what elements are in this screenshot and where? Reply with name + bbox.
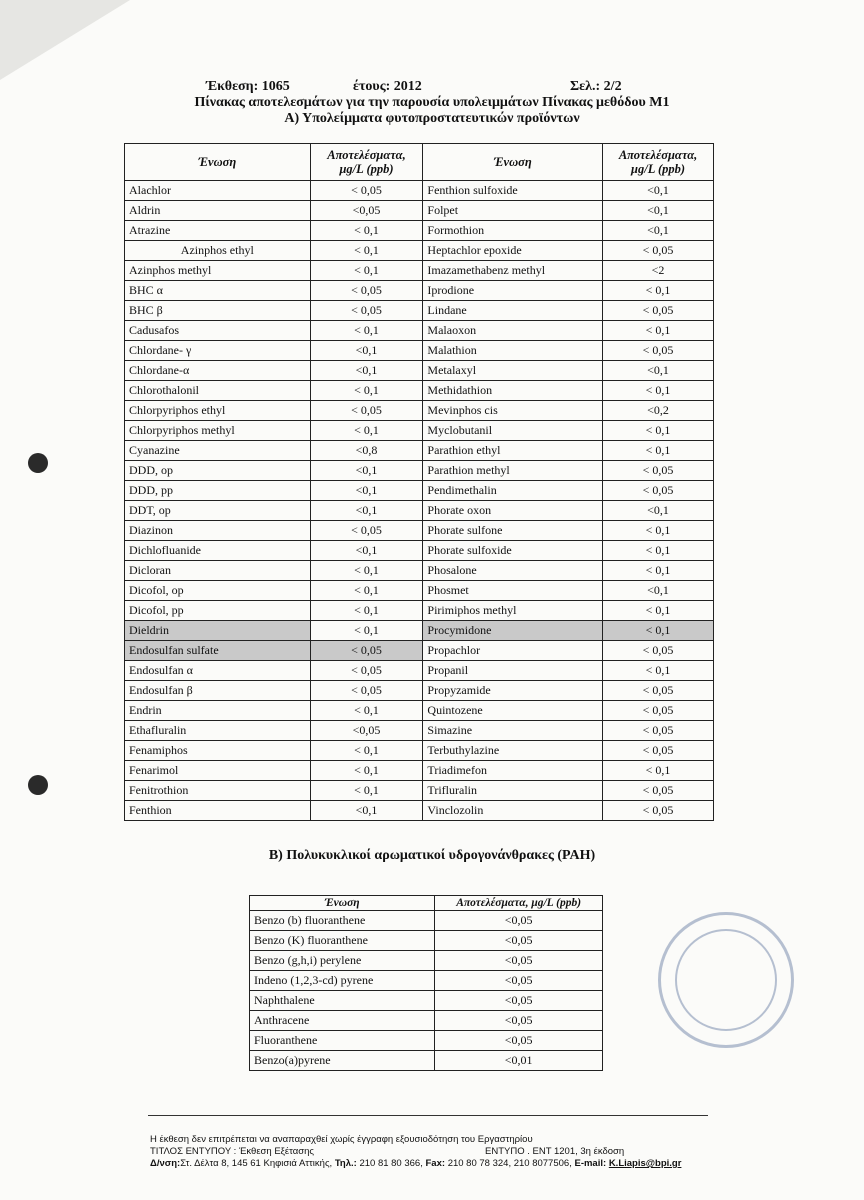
footer-divider (148, 1115, 708, 1116)
pah-result-value: <0,05 (435, 991, 603, 1011)
table-row (125, 341, 714, 361)
punch-hole (28, 775, 48, 795)
result-value: <0,1 (310, 481, 423, 501)
compound-name: Myclobutanil (423, 421, 603, 441)
compound-name: DDD, pp (125, 481, 311, 501)
footer-form-code: ΕΝΤΥΠΟ . ΕΝΤ 1201, 3η έκδοση (485, 1146, 625, 1157)
compound-name: Azinphos ethyl (125, 241, 311, 261)
result-value: < 0,05 (603, 481, 714, 501)
result-value: <2 (603, 261, 714, 281)
pah-result-value: <0,05 (435, 971, 603, 991)
compound-name: Malaoxon (423, 321, 603, 341)
pah-compound-header: Ένωση (250, 896, 435, 911)
address-value: Στ. Δέλτα 8, 145 61 Κηφισιά Αττικής, (180, 1158, 333, 1169)
compound-name: Pendimethalin (423, 481, 603, 501)
pah-table-row (250, 991, 603, 1011)
compound-name: Pirimiphos methyl (423, 601, 603, 621)
result-value: < 0,05 (603, 741, 714, 761)
result-value: < 0,05 (310, 661, 423, 681)
result-value: <0,1 (310, 461, 423, 481)
fax-label: Fax: (425, 1158, 446, 1169)
compound-name: Propyzamide (423, 681, 603, 701)
compound-name: Triadimefon (423, 761, 603, 781)
address-label: Δ/νση: (150, 1158, 181, 1169)
section-b-title: Β) Πολυκυκλικοί αρωματικοί υδρογονάνθρακες (PAH) (268, 848, 596, 863)
result-value: <0,2 (603, 401, 714, 421)
result-value: < 0,1 (310, 581, 423, 601)
compound-name: Parathion methyl (423, 461, 603, 481)
pah-result-value: <0,05 (435, 911, 603, 931)
compound-name: Endosulfan sulfate (125, 641, 311, 661)
compound-name: Lindane (423, 301, 603, 321)
table-row (125, 621, 714, 641)
pah-table-row (250, 1011, 603, 1031)
compound-name: Phorate oxon (423, 501, 603, 521)
result-value: < 0,05 (603, 781, 714, 801)
table-row (125, 781, 714, 801)
table-row (125, 181, 714, 201)
result-value: < 0,1 (310, 601, 423, 621)
table-row (125, 361, 714, 381)
result-value: < 0,1 (603, 381, 714, 401)
compound-name: Heptachlor epoxide (423, 241, 603, 261)
compound-column-header: Ένωση (423, 144, 603, 181)
compound-name: BHC β (125, 301, 311, 321)
result-value: < 0,1 (603, 621, 714, 641)
compound-name: Dicofol, op (125, 581, 311, 601)
table-row (125, 561, 714, 581)
result-value: < 0,05 (310, 401, 423, 421)
compound-name: Iprodione (423, 281, 603, 301)
pah-result-value: <0,05 (435, 931, 603, 951)
email-link[interactable]: K.Liapis@bpi.gr (608, 1158, 682, 1169)
pah-compound-name: Anthracene (250, 1011, 435, 1031)
result-value: < 0,1 (310, 241, 423, 261)
punch-hole (28, 453, 48, 473)
compound-name: Fenthion (125, 801, 311, 821)
compound-name: Endrin (125, 701, 311, 721)
compound-name: Simazine (423, 721, 603, 741)
result-value: < 0,1 (603, 601, 714, 621)
table-row (125, 281, 714, 301)
result-value: < 0,05 (603, 461, 714, 481)
table-row (125, 741, 714, 761)
compound-name: Methidathion (423, 381, 603, 401)
result-value: <0,1 (310, 501, 423, 521)
compound-name: DDD, op (125, 461, 311, 481)
table-row (125, 401, 714, 421)
compound-name: Ethafluralin (125, 721, 311, 741)
pah-result-value: <0,05 (435, 951, 603, 971)
pah-compound-name: Benzo (b) fluoranthene (250, 911, 435, 931)
compound-name: Fenarimol (125, 761, 311, 781)
pesticide-results-table (124, 143, 714, 821)
result-value: < 0,1 (310, 381, 423, 401)
result-value: < 0,1 (310, 741, 423, 761)
table-row (125, 681, 714, 701)
result-value: < 0,1 (603, 661, 714, 681)
compound-name: Dicofol, pp (125, 601, 311, 621)
pah-compound-name: Benzo(a)pyrene (250, 1051, 435, 1071)
table-row (125, 761, 714, 781)
footer-contact (150, 1158, 681, 1169)
result-value: < 0,05 (310, 521, 423, 541)
result-value: < 0,1 (603, 321, 714, 341)
fax-value: 210 80 78 324, 210 8077506, (447, 1158, 572, 1169)
compound-name: Procymidone (423, 621, 603, 641)
pah-table-row (250, 1031, 603, 1051)
result-value: < 0,1 (603, 541, 714, 561)
result-value: <0,1 (603, 201, 714, 221)
result-value: < 0,1 (310, 761, 423, 781)
table-row (125, 461, 714, 481)
table-row (125, 521, 714, 541)
result-value: < 0,1 (310, 261, 423, 281)
pah-result-value: <0,05 (435, 1031, 603, 1051)
pah-table-row (250, 931, 603, 951)
compound-name: Folpet (423, 201, 603, 221)
table-row (125, 541, 714, 561)
compound-name: Chlorpyriphos methyl (125, 421, 311, 441)
tel-value: 210 81 80 366, (359, 1158, 423, 1169)
result-column-header: Αποτελέσματα, μg/L (ppb) (310, 144, 423, 181)
compound-name: Chlordane- γ (125, 341, 311, 361)
result-value: < 0,05 (603, 801, 714, 821)
compound-name: Quintozene (423, 701, 603, 721)
table-row (125, 721, 714, 741)
table-row (125, 801, 714, 821)
lab-stamp (658, 912, 794, 1048)
table-row (125, 581, 714, 601)
result-value: <0,1 (603, 221, 714, 241)
compound-name: Imazamethabenz methyl (423, 261, 603, 281)
pah-header-row (250, 896, 603, 911)
result-value: < 0,1 (310, 781, 423, 801)
compound-name: Endosulfan β (125, 681, 311, 701)
table-row (125, 441, 714, 461)
table-row (125, 201, 714, 221)
table-row (125, 221, 714, 241)
pah-table-row (250, 911, 603, 931)
result-value: < 0,1 (603, 761, 714, 781)
table-row (125, 321, 714, 341)
pah-compound-name: Benzo (K) fluoranthene (250, 931, 435, 951)
table-row (125, 241, 714, 261)
result-column-header: Αποτελέσματα, μg/L (ppb) (603, 144, 714, 181)
result-value: < 0,05 (603, 701, 714, 721)
result-value: <0,1 (603, 501, 714, 521)
pah-compound-name: Indeno (1,2,3-cd) pyrene (250, 971, 435, 991)
pah-result-value: <0,05 (435, 1011, 603, 1031)
result-value: < 0,05 (603, 341, 714, 361)
email-label: E-mail: (574, 1158, 607, 1169)
compound-name: Trifluralin (423, 781, 603, 801)
result-value: <0,1 (310, 341, 423, 361)
pah-compound-name: Naphthalene (250, 991, 435, 1011)
compound-name: Fenthion sulfoxide (423, 181, 603, 201)
tel-label: Τηλ.: (334, 1158, 357, 1169)
result-value: < 0,05 (603, 301, 714, 321)
table-row (125, 501, 714, 521)
pah-compound-name: Fluoranthene (250, 1031, 435, 1051)
compound-name: Dichlofluanide (125, 541, 311, 561)
compound-name: Malathion (423, 341, 603, 361)
result-value: < 0,1 (603, 281, 714, 301)
pah-table-row (250, 951, 603, 971)
result-value: < 0,1 (603, 421, 714, 441)
report-year: έτους: 2012 (353, 79, 422, 94)
compound-name: Propanil (423, 661, 603, 681)
result-value: < 0,1 (310, 621, 423, 641)
pah-results-table (249, 895, 603, 1071)
pah-compound-name: Benzo (g,h,i) perylene (250, 951, 435, 971)
result-value: < 0,05 (603, 721, 714, 741)
result-value: < 0,1 (310, 561, 423, 581)
compound-name: Terbuthylazine (423, 741, 603, 761)
compound-name: Mevinphos cis (423, 401, 603, 421)
result-value: < 0,05 (310, 301, 423, 321)
folded-corner (0, 0, 130, 80)
compound-name: Chlorothalonil (125, 381, 311, 401)
result-value: < 0,05 (603, 681, 714, 701)
compound-name: Propachlor (423, 641, 603, 661)
table-row (125, 381, 714, 401)
section-a-title: Α) Υπολείμματα φυτοπροστατευτικών προϊόντων (284, 111, 580, 126)
compound-name: Phorate sulfone (423, 521, 603, 541)
compound-name: BHC α (125, 281, 311, 301)
compound-name: Azinphos methyl (125, 261, 311, 281)
table-row (125, 701, 714, 721)
compound-name: Formothion (423, 221, 603, 241)
report-number: Έκθεση: 1065 (206, 79, 290, 94)
result-value: < 0,1 (310, 701, 423, 721)
table-row (125, 601, 714, 621)
table-row (125, 421, 714, 441)
footer-notice: Η έκθεση δεν επιτρέπεται να αναπαραχθεί χωρίς έγγραφη εξουσιοδότηση του Εργαστηρίου (150, 1134, 533, 1145)
table-row (125, 261, 714, 281)
result-value: <0,1 (310, 541, 423, 561)
compound-name: Diazinon (125, 521, 311, 541)
compound-name: Phosmet (423, 581, 603, 601)
compound-name: Aldrin (125, 201, 311, 221)
results-table-title: Πίνακας αποτελεσμάτων για την παρουσία υπολειμμάτων Πίνακας μεθόδου Μ1 (194, 95, 670, 110)
table-header-row (125, 144, 714, 181)
table-row (125, 641, 714, 661)
pah-table-row (250, 971, 603, 991)
compound-column-header: Ένωση (125, 144, 311, 181)
pah-result-header: Αποτελέσματα, μg/L (ppb) (435, 896, 603, 911)
compound-name: Cadusafos (125, 321, 311, 341)
result-value: < 0,05 (310, 681, 423, 701)
compound-name: Dieldrin (125, 621, 311, 641)
result-value: < 0,05 (310, 281, 423, 301)
compound-name: Parathion ethyl (423, 441, 603, 461)
result-value: < 0,05 (310, 641, 423, 661)
compound-name: Chlordane-α (125, 361, 311, 381)
compound-name: Chlorpyriphos ethyl (125, 401, 311, 421)
compound-name: Fenitrothion (125, 781, 311, 801)
result-value: <0,1 (310, 801, 423, 821)
compound-name: Atrazine (125, 221, 311, 241)
result-value: <0,1 (603, 181, 714, 201)
compound-name: Dicloran (125, 561, 311, 581)
compound-name: Endosulfan α (125, 661, 311, 681)
page-number: Σελ.: 2/2 (570, 79, 622, 94)
table-row (125, 661, 714, 681)
result-value: <0,1 (603, 581, 714, 601)
compound-name: Alachlor (125, 181, 311, 201)
result-value: < 0,1 (310, 221, 423, 241)
compound-name: Vinclozolin (423, 801, 603, 821)
compound-name: Phosalone (423, 561, 603, 581)
compound-name: Fenamiphos (125, 741, 311, 761)
result-value: < 0,1 (603, 521, 714, 541)
result-value: < 0,05 (310, 181, 423, 201)
table-row (125, 481, 714, 501)
pah-result-value: <0,01 (435, 1051, 603, 1071)
result-value: < 0,1 (603, 561, 714, 581)
result-value: <0,05 (310, 721, 423, 741)
result-value: < 0,1 (603, 441, 714, 461)
result-value: < 0,05 (603, 641, 714, 661)
compound-name: Cyanazine (125, 441, 311, 461)
compound-name: DDT, op (125, 501, 311, 521)
result-value: < 0,1 (310, 321, 423, 341)
compound-name: Phorate sulfoxide (423, 541, 603, 561)
result-value: < 0,1 (310, 421, 423, 441)
compound-name: Metalaxyl (423, 361, 603, 381)
result-value: <0,1 (603, 361, 714, 381)
table-row (125, 301, 714, 321)
pah-table-row (250, 1051, 603, 1071)
result-value: < 0,05 (603, 241, 714, 261)
result-value: <0,1 (310, 361, 423, 381)
footer-form-title: ΤΙΤΛΟΣ ΕΝΤΥΠΟΥ : Έκθεση Εξέτασης (150, 1146, 315, 1157)
result-value: <0,05 (310, 201, 423, 221)
result-value: <0,8 (310, 441, 423, 461)
